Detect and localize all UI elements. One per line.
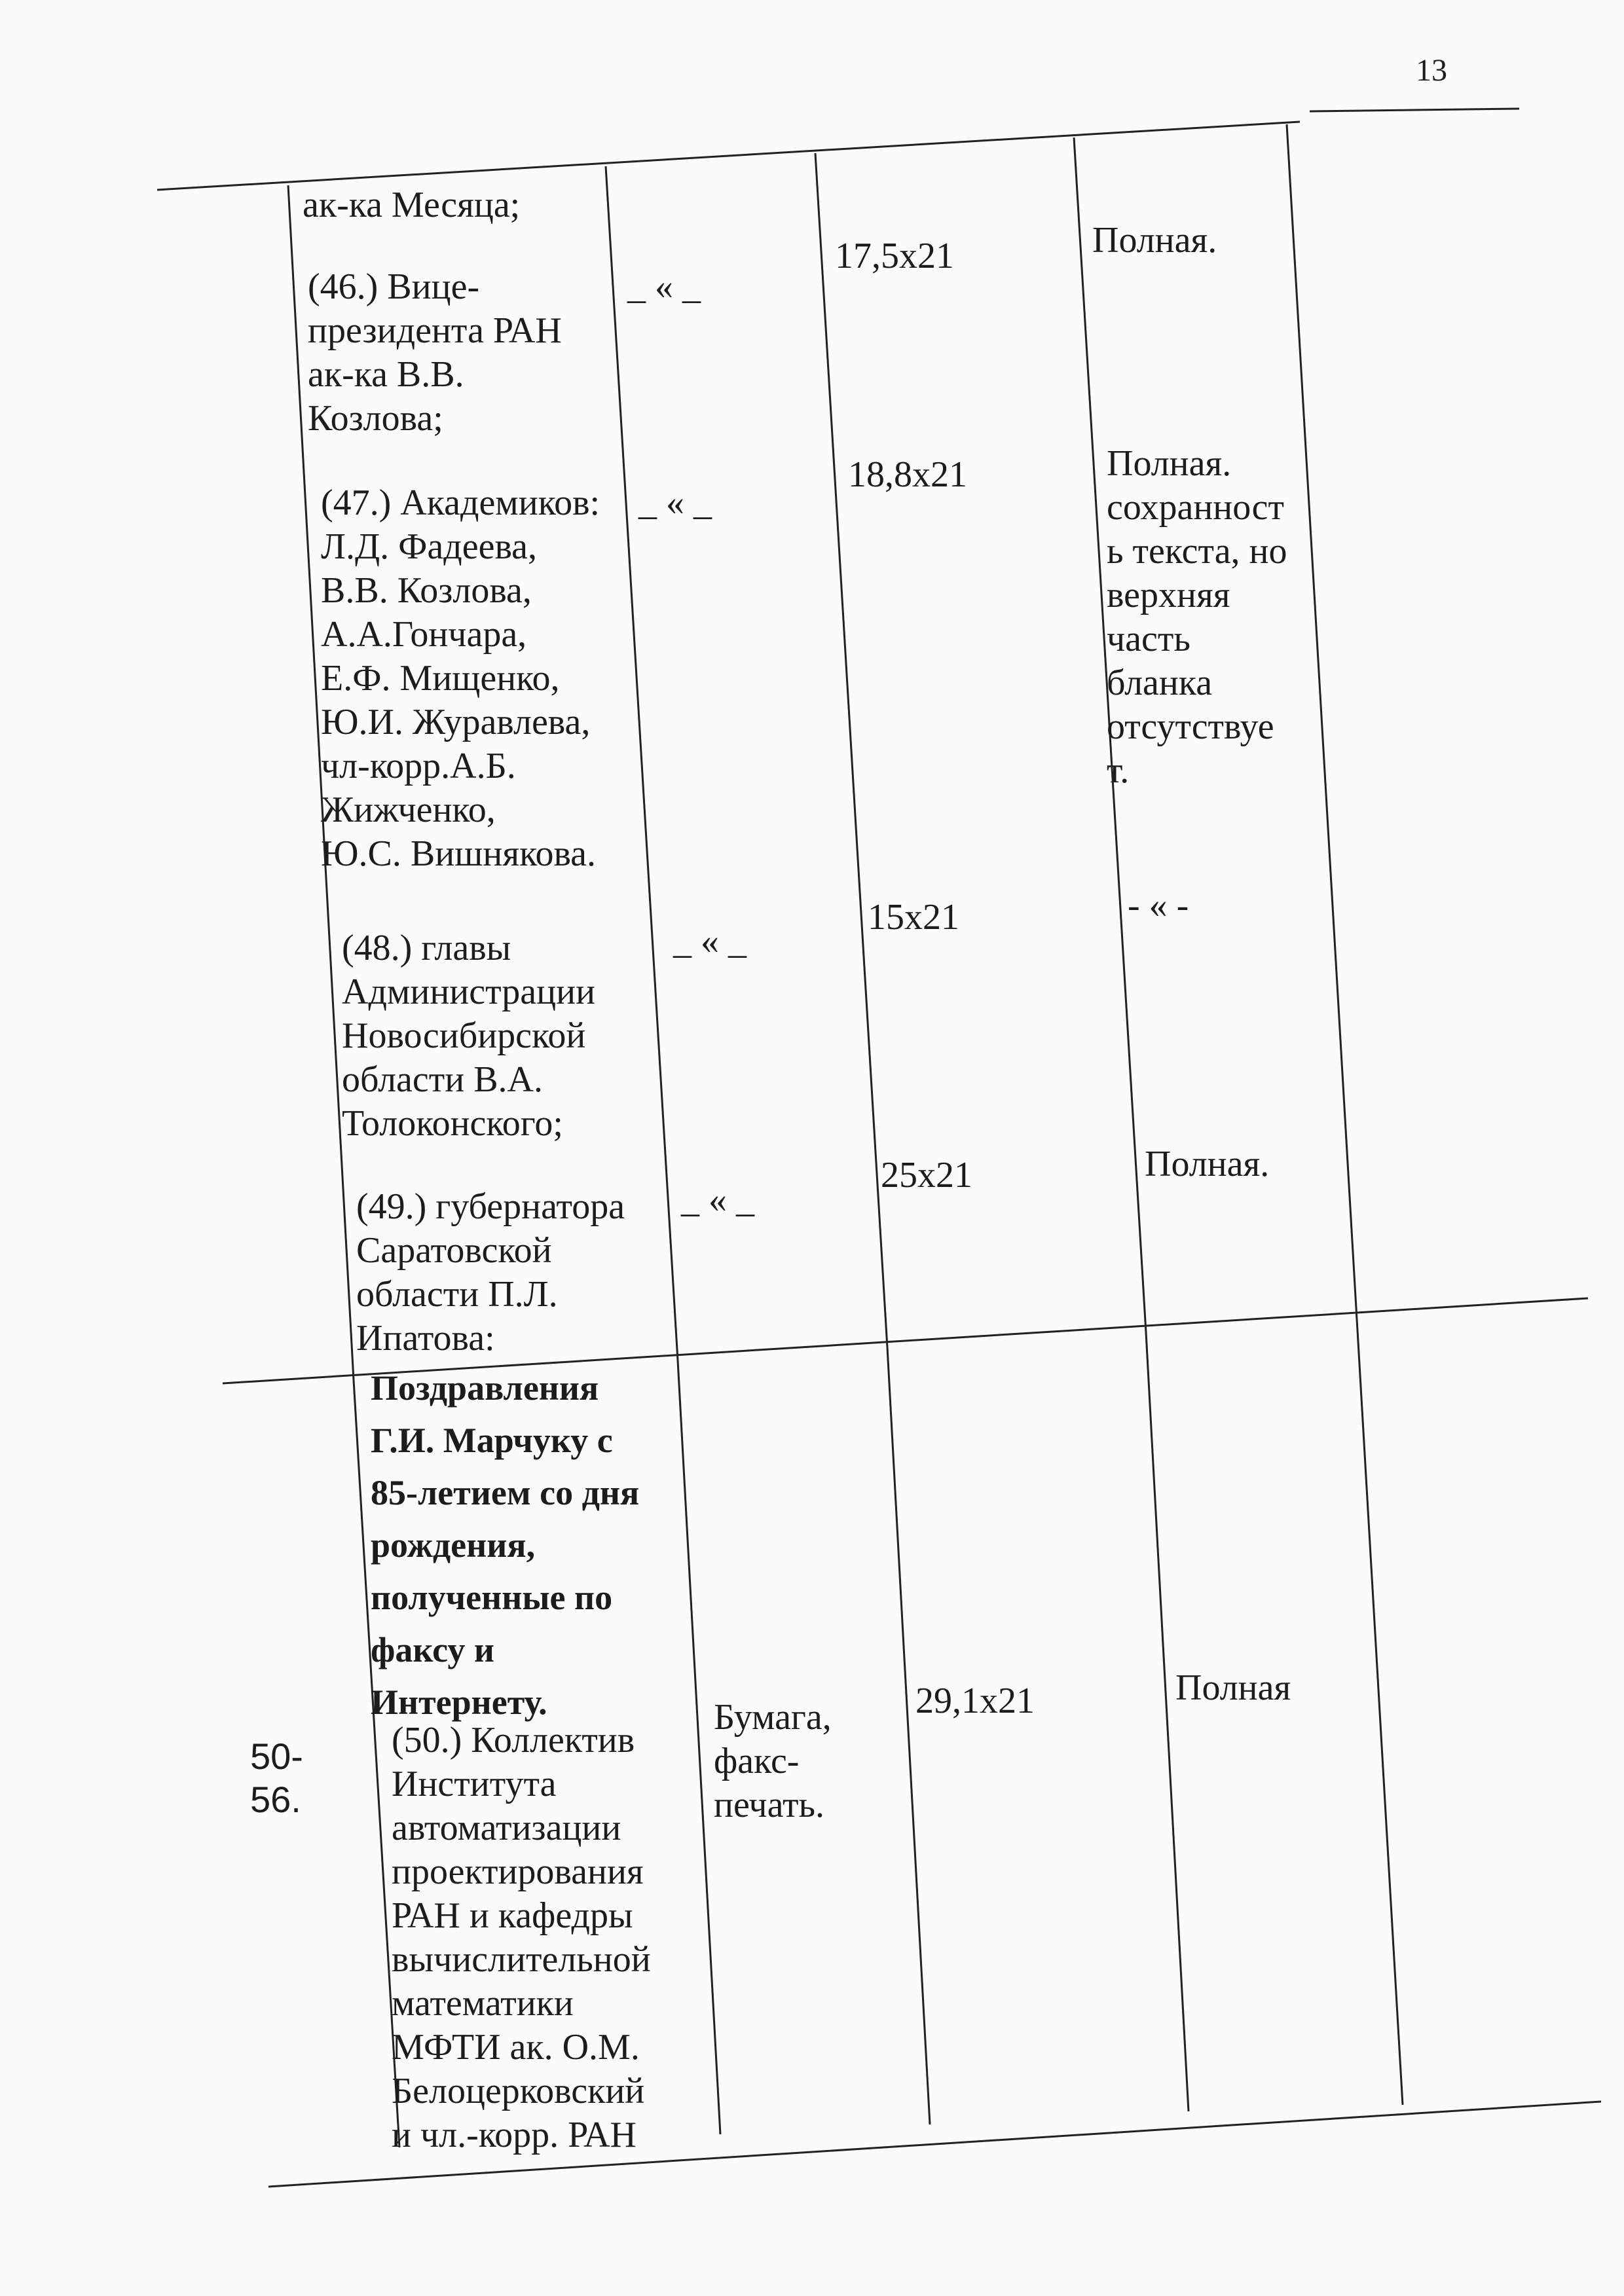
completeness-line: сохранност [1107,487,1284,528]
completeness-line: Полная [1175,1667,1291,1708]
description-line: Ипатова: [356,1318,495,1358]
col-line-3 [815,153,887,1347]
description-line: Е.Ф. Мищенко, [321,658,560,699]
heading-line: Интернету. [371,1683,547,1722]
description-line: Института [392,1764,557,1804]
completeness-line: - « - [1128,885,1189,926]
material-line: Бумага, [714,1697,832,1738]
description-line: (50.) Коллектив [392,1720,635,1760]
size-cell: 25x21 [881,1155,972,1195]
description-line: В.В. Козлова, [321,570,532,611]
completeness-line: Полная. [1107,443,1232,484]
description-line: ак-ка Месяца; [303,185,521,225]
completeness-line: Полная. [1145,1144,1270,1184]
completeness-line: отсутствуе [1107,706,1274,747]
completeness-line: часть [1107,619,1190,659]
table-row [392,1719,651,2157]
size-cell: 17,5x21 [835,236,954,276]
description-line: чл-корр.А.Б. [321,746,516,786]
material-cell: _ « _ [681,1180,754,1220]
heading-line: Поздравления [371,1368,599,1408]
completeness-line: т. [1107,750,1130,791]
completeness-line: ь текста, но [1107,531,1287,572]
description-line: области В.А. [342,1059,543,1100]
description-line: вычислительной [392,1939,651,1980]
heading-line: рождения, [371,1525,536,1565]
description-line: (48.) главы [342,928,511,968]
description-line: (47.) Академиков: [321,483,600,523]
material-line: печать. [714,1785,825,1825]
description-line: проектирования [392,1851,644,1892]
description-line: Толоконского; [342,1103,563,1144]
description-line: Л.Д. Фадеева, [321,526,538,567]
description-line: РАН и кафедры [392,1895,633,1936]
completeness-cell [1092,219,1217,263]
description-line: математики [392,1983,574,2024]
table-row [321,481,600,876]
description-line: автоматизации [392,1808,621,1848]
heading-line: Г.И. Марчуку с [371,1421,613,1460]
row-number [250,1735,303,1821]
completeness-cell [1145,1142,1269,1186]
col-line-9 [1146,1332,1189,2111]
top-rule [157,122,1300,190]
description-line: Жижченко, [321,790,496,830]
table-row [308,265,562,441]
description-line: и чл.-корр. РАН [392,2115,637,2155]
description-line: Козлова; [308,398,443,439]
description-line: Саратовской [356,1230,552,1271]
description-line: Администрации [342,972,596,1012]
description-line: ак-ка В.В. [308,354,464,395]
description-line: президента РАН [308,310,562,351]
description-line: А.А.Гончара, [321,614,527,655]
table-row [356,1185,625,1360]
top-rule-page [1310,109,1519,111]
material-cell: _ « _ [627,266,701,307]
heading-line: факсу и [371,1630,494,1669]
description-line: МФТИ ак. О.М. [392,2027,640,2068]
completeness-cell [1107,442,1287,793]
description-line: области П.Л. [356,1274,558,1315]
completeness-line: верхняя [1107,575,1230,615]
description-line: (49.) губернатора [356,1186,625,1227]
completeness-line: Полная. [1092,220,1217,261]
description-line: Новосибирской [342,1015,586,1056]
material-line: факс- [714,1741,800,1781]
description-line: Ю.С. Вишнякова. [321,833,596,874]
table-row [342,926,595,1146]
description-line: Белоцерковский [392,2071,645,2111]
row-number-line: 50- [250,1736,303,1777]
section-heading [371,1362,639,1728]
completeness-cell [1128,884,1189,928]
col-line-2 [606,166,678,1360]
size-cell: 15x21 [868,897,959,938]
heading-line: полученные по [371,1578,613,1617]
material-cell: _ « _ [638,483,712,523]
col-line-5 [1287,124,1357,1319]
heading-line: 85-летием со дня [371,1473,640,1512]
col-line-10 [1357,1319,1403,2105]
table-row [303,183,520,227]
completeness-cell [1175,1666,1291,1710]
description-line: (46.) Вице- [308,266,480,307]
size-cell: 29,1x21 [915,1681,1035,1721]
row-number-line: 56. [250,1779,301,1820]
page-number: 13 [1416,53,1447,88]
col-line-8 [887,1347,930,2124]
material-cell [714,1696,832,1827]
size-cell: 18,8x21 [848,454,967,495]
completeness-line: бланка [1107,663,1213,703]
material-cell: _ « _ [673,921,747,962]
description-line: Ю.И. Журавлева, [321,702,591,742]
